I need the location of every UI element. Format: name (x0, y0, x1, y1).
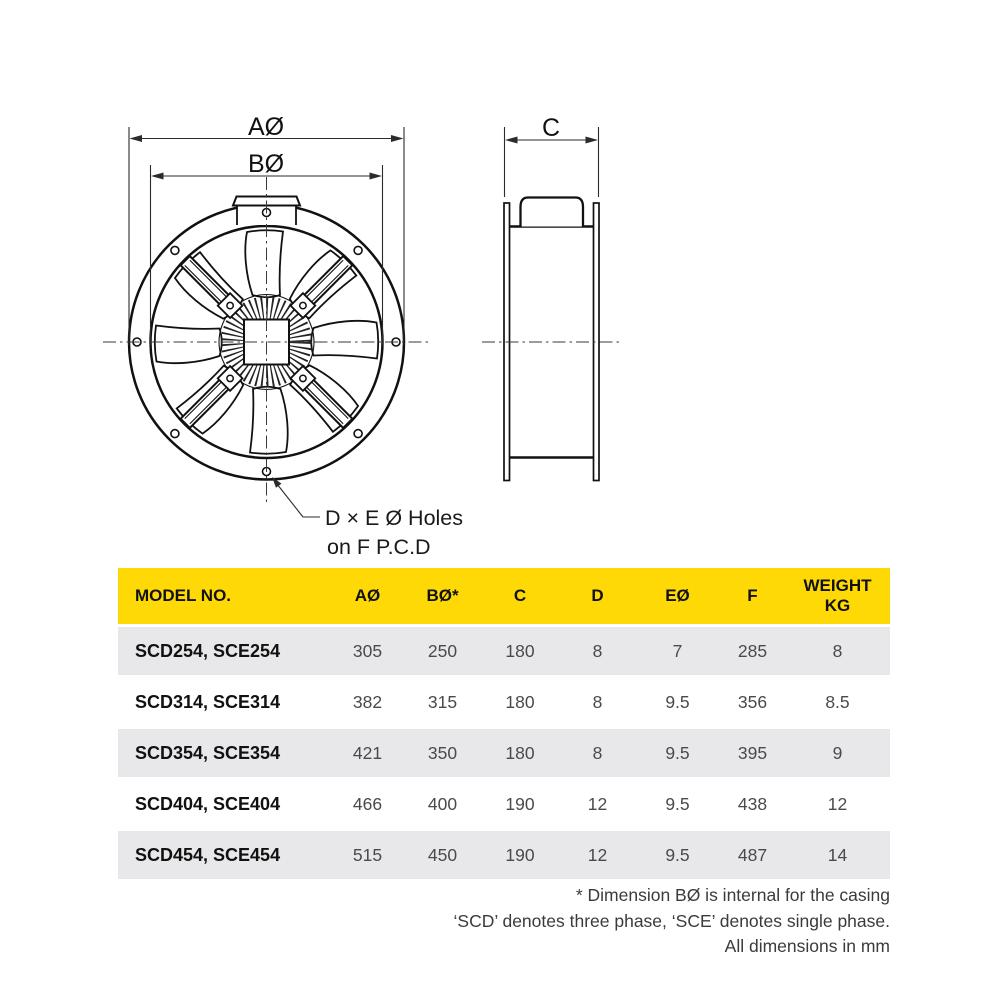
header-b-dia: BØ* (426, 586, 459, 605)
header-weight-line1: WEIGHT (803, 575, 872, 595)
cell-b: 450 (427, 844, 458, 865)
spec-table (118, 568, 890, 879)
fan-blade (250, 387, 288, 454)
header-model: MODEL NO. (135, 586, 232, 605)
header-d: D (591, 586, 604, 605)
dim-label-a: AØ (247, 113, 285, 141)
bolt-hole (354, 430, 362, 438)
cell-d: 12 (587, 844, 608, 865)
holes-callout-line2: on F P.C.D (327, 535, 431, 559)
header-a-dia: AØ (354, 586, 381, 605)
table-row (118, 831, 890, 879)
cell-b: 250 (427, 640, 458, 661)
arrowhead-right (586, 137, 599, 144)
cell-b: 315 (427, 691, 458, 712)
cell-weight: 8.5 (825, 691, 850, 712)
note-line: ‘SCD’ denotes three phase, ‘SCE’ denotes single phase. (453, 910, 890, 931)
footnotes (454, 883, 890, 960)
holes-callout (272, 477, 463, 559)
cell-e: 9.5 (665, 742, 690, 763)
dim-label-b: BØ (247, 150, 285, 178)
header-weight-line2: KG (824, 596, 851, 615)
table-row (118, 729, 890, 777)
cell-d: 8 (592, 742, 603, 763)
cell-weight: 8 (832, 640, 843, 661)
holes-callout-line1: D × E Ø Holes (325, 506, 464, 530)
cell-c: 180 (505, 640, 535, 661)
cell-a: 466 (352, 793, 383, 814)
table-row (118, 780, 890, 828)
cell-model: SCD314, SCE314 (135, 691, 281, 712)
cell-e: 9.5 (665, 793, 690, 814)
cell-b: 400 (427, 793, 458, 814)
note-line: All dimensions in mm (724, 936, 890, 956)
arrowhead-right (370, 173, 383, 180)
table-header-row (118, 568, 890, 624)
cell-f: 395 (737, 742, 768, 763)
fan-blade (155, 326, 222, 364)
cell-c: 180 (505, 691, 535, 712)
fan-front-view (103, 177, 431, 503)
cell-d: 8 (592, 691, 603, 712)
cell-c: 190 (505, 793, 535, 814)
cell-c: 190 (505, 844, 535, 865)
cell-weight: 9 (832, 742, 843, 763)
cell-f: 285 (737, 640, 768, 661)
bolt-hole (354, 246, 362, 254)
cell-b: 350 (427, 742, 458, 763)
cell-a: 305 (352, 640, 383, 661)
cell-c: 180 (505, 742, 535, 763)
header-weight (785, 576, 890, 616)
bolt-hole (171, 246, 179, 254)
table-row (118, 678, 890, 726)
arrowhead-right (391, 135, 404, 142)
cell-model: SCD404, SCE404 (135, 793, 281, 814)
cell-weight: 12 (827, 793, 848, 814)
bolt-hole (171, 430, 179, 438)
dim-label-c: C (541, 114, 561, 142)
cell-model: SCD254, SCE254 (135, 640, 281, 661)
cell-d: 12 (587, 793, 608, 814)
cell-f: 438 (737, 793, 768, 814)
arrowhead-left (505, 137, 518, 144)
table-row (118, 627, 890, 675)
fan-side-view (482, 198, 619, 481)
arrowhead-left (130, 135, 143, 142)
cell-model: SCD454, SCE454 (135, 844, 281, 865)
cell-a: 421 (352, 742, 383, 763)
fan-blade (311, 321, 378, 359)
cell-weight: 14 (827, 844, 848, 865)
cell-e: 7 (672, 640, 683, 661)
cell-e: 9.5 (665, 691, 690, 712)
fan-blade (245, 230, 283, 297)
cell-f: 356 (737, 691, 768, 712)
cell-a: 515 (352, 844, 383, 865)
terminal-box-side (521, 198, 584, 227)
cell-e: 9.5 (665, 844, 690, 865)
cell-d: 8 (592, 640, 603, 661)
header-f: F (747, 586, 758, 605)
header-c: C (513, 586, 527, 605)
cell-model: SCD354, SCE354 (135, 742, 281, 763)
cell-a: 382 (352, 691, 383, 712)
arrowhead-left (151, 173, 164, 180)
note-line: * Dimension BØ is internal for the casing (575, 885, 890, 905)
header-e-dia: EØ (665, 586, 690, 605)
dimension-c (505, 114, 599, 197)
cell-f: 487 (737, 844, 768, 865)
